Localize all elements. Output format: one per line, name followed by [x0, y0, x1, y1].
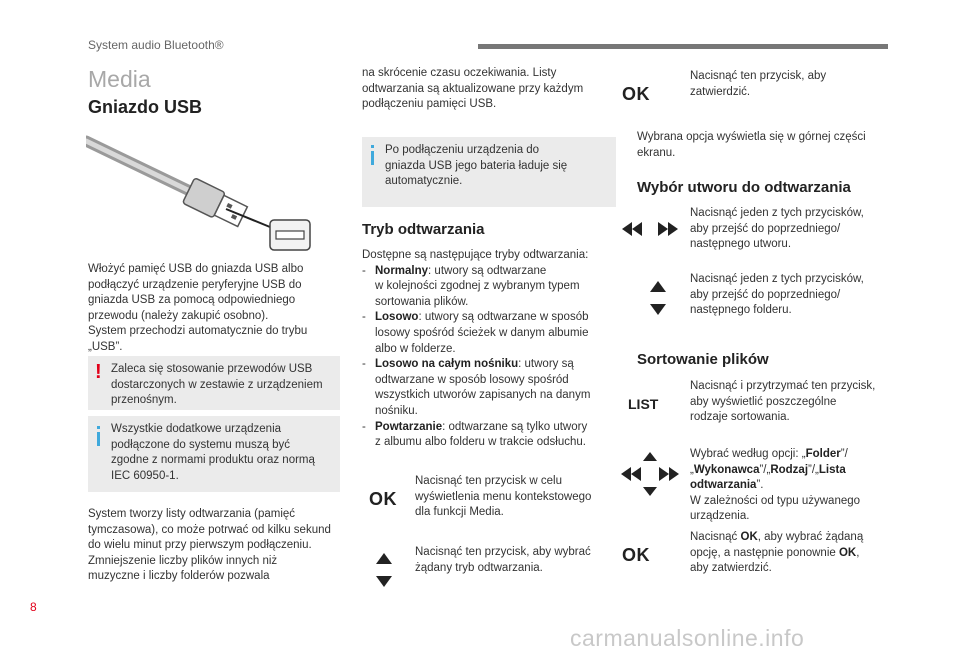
continuation-text: na skrócenie czasu oczekiwania. Listy odtwarzania są aktualizowane przy każdym podłączeniu pamięci USB. [362, 67, 584, 111]
usb-intro-text: Włożyć pamięć USB do gniazda USB albo podłączyć urządzenie peryferyjne USB do gniazda USB za pomocą odpowiedniego przewodu (należy zakupić osobno). System przechodzi automatycznie do trybu „USB”. [88, 263, 308, 353]
mode-select-text: Nacisnąć ten przycisk, aby wybrać żądany tryb odtwarzania. [415, 546, 591, 574]
navigation-arrows-icon [621, 452, 679, 496]
list-button-icon: LIST [628, 396, 659, 412]
sort-files-heading: Sortowanie plików [637, 351, 769, 368]
sort-options-text: Wybrać według opcji: „Folder”/ „Wykonawca”/„Rodzaj”/„Lista odtwarzania”. W zależności od typu używanego urządzenia. [690, 448, 861, 523]
mode-item: - Losowo na całym nośniku: utwory są odtwarzane w sposób losowy spośród wszystkich utworów zapisanych na danym nośniku. [362, 357, 617, 419]
ok-button-icon: OK [369, 489, 397, 509]
page-number: 8 [30, 600, 37, 614]
playback-mode-heading: Tryb odtwarzania [362, 221, 485, 238]
playback-modes: Dostępne są następujące tryby odtwarzania: - Normalny: utwory są odtwarzane w kolejności zgodnej z wybranym typem sortowania plików. - Losowo: utwory są odtwarzane w sposób losowy spośród ścieżek w danym albumie albo w folderze. - Losowo na całym nośniku: utwory są odtwarzane w sposób losowy spośród wszystkich utworów zapisanych na danym nośniku. - Powtarzanie: odtwarzane są tylko utwory z albumu albo folderu w trakcie odsłuchu. [362, 248, 617, 451]
folder-select-text: Nacisnąć jeden z tych przycisków, aby przejść do poprzedniego/ następnego folderu. [690, 273, 864, 317]
warning-icon: ! [95, 361, 102, 383]
ok-button-icon: OK [622, 545, 650, 565]
header-bar [478, 44, 888, 49]
usb-heading: Gniazdo USB [88, 97, 203, 117]
running-header: System audio Bluetooth® [88, 38, 224, 52]
warning-box [88, 356, 340, 410]
list-sort-text: Nacisnąć i przytrzymać ten przycisk, aby wyświetlić poszczególne rodzaje sortowania. [690, 380, 876, 424]
track-select-text: Nacisnąć jeden z tych przycisków, aby przejść do poprzedniego/ następnego utworu. [690, 207, 864, 251]
ok-button-icon: OK [622, 84, 650, 104]
selected-option-text: Wybrana opcja wyświetla się w górnej części ekranu. [637, 131, 866, 159]
warning-text: Zaleca się stosowanie przewodów USB dostarczonych w zestawie z urządzeniem przenośnym. [111, 363, 323, 407]
mode-item: - Losowo: utwory są odtwarzane w sposób losowy spośród ścieżek w danym albumie albo w folderze. [362, 310, 617, 357]
info-text: Wszystkie dodatkowe urządzenia podłączone do systemu muszą być zgodne z normami produktu oraz normą IEC 60950-1. [111, 423, 315, 482]
watermark: carmanualsonline.info [570, 625, 805, 651]
info-text: Po podłączeniu urządzenia do gniazda USB jego bateria ładuje się automatycznie. [385, 144, 568, 188]
ok-confirm-text: Nacisnąć ten przycisk, aby zatwierdzić. [690, 70, 827, 98]
ok-context-menu-text: Nacisnąć ten przycisk w celu wyświetlenia menu kontekstowego dla funkcji Media. [415, 475, 592, 519]
up-down-arrows-icon [649, 281, 667, 315]
usb-plug-illustration [86, 135, 314, 255]
playlist-text: System tworzy listy odtwarzania (pamięć tymczasowa), co może potrwać od kilku sekund do wielu minut przy pierwszym podłączeniu. Zmniejszenie liczby plików innych niż muzyczne i liczby folderów pozwala [88, 508, 331, 583]
info-box-standards [88, 416, 340, 492]
info-icon [371, 151, 374, 165]
up-down-arrows-icon [375, 553, 393, 587]
mode-item: - Normalny: utwory są odtwarzane w kolejności zgodnej z wybranym typem sortowania plików. [362, 264, 617, 311]
mode-item: - Powtarzanie: odtwarzane są tylko utwory z albumu albo folderu w trakcie odsłuchu. [362, 420, 617, 451]
info-icon [97, 432, 100, 446]
ok-select-confirm-text: Nacisnąć OK, aby wybrać żądaną opcję, a następnie ponownie OK, aby zatwierdzić. [690, 531, 864, 575]
previous-next-icon [622, 222, 678, 236]
track-select-heading: Wybór utworu do odtwarzania [637, 179, 851, 196]
info-box-battery [362, 137, 616, 207]
section-title: Media [88, 66, 151, 92]
